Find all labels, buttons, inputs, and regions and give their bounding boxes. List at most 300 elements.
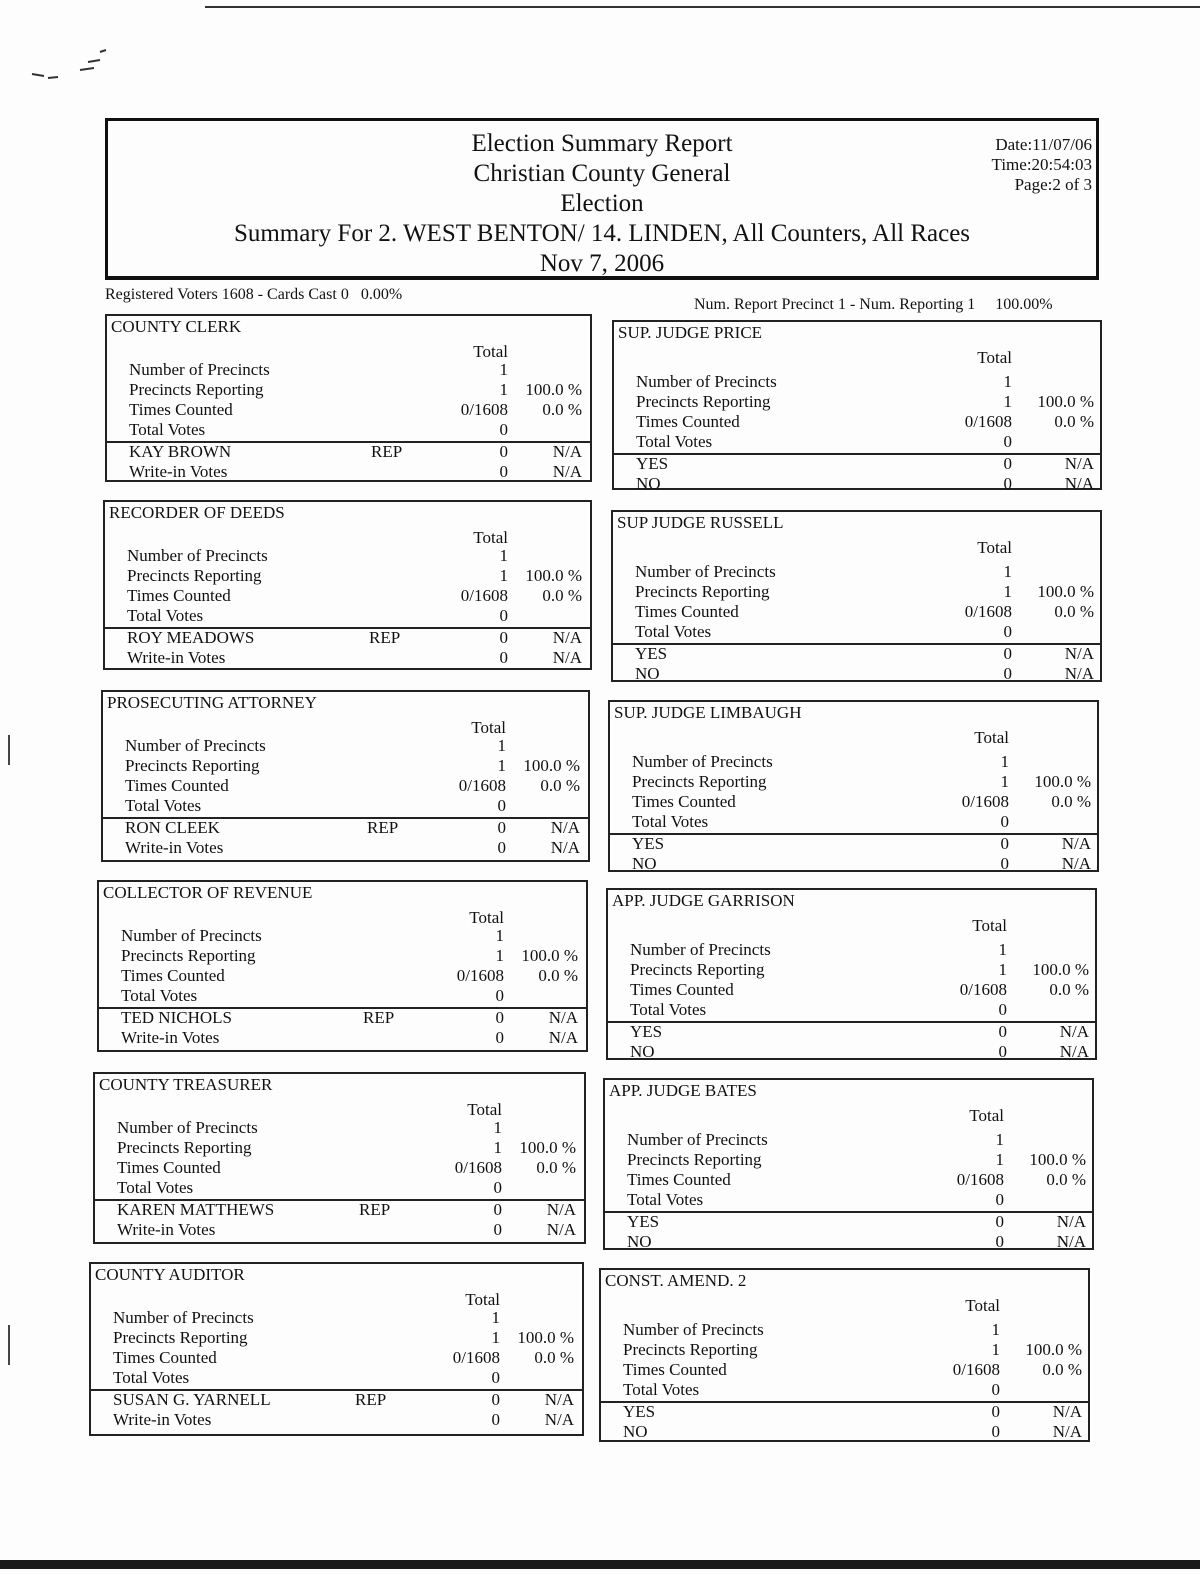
row-value: 0 xyxy=(995,1190,1004,1209)
row-percent: N/A xyxy=(552,628,582,647)
total-header: Total xyxy=(471,718,506,737)
total-votes-row xyxy=(605,1190,1092,1210)
report-date: Date:11/07/06 xyxy=(995,135,1092,154)
row-percent: N/A xyxy=(1059,1022,1089,1041)
row-value: 0/1608 xyxy=(959,980,1007,999)
race-title: SUP. JUDGE PRICE xyxy=(618,323,763,342)
number-of-precincts-row xyxy=(614,372,1100,392)
row-percent: 0.0 % xyxy=(1046,1170,1086,1189)
row-value: 0/1608 xyxy=(454,1158,502,1177)
row-label: NO xyxy=(635,664,660,683)
no-row xyxy=(605,1232,1092,1252)
row-label: Precincts Reporting xyxy=(632,772,767,791)
row-value: 0 xyxy=(998,1000,1007,1019)
num-report: Num. Report Precinct 1 - Num. Reporting 1 100.00% xyxy=(694,296,1053,313)
row-percent: 0.0 % xyxy=(536,1158,576,1177)
row-percent: N/A xyxy=(546,1220,576,1239)
row-label: Total Votes xyxy=(627,1190,704,1209)
row-percent: 0.0 % xyxy=(540,776,580,795)
row-percent: 100.0 % xyxy=(1034,772,1091,791)
report-title-line: Christian County General xyxy=(473,160,731,187)
row-value: 1 xyxy=(493,1138,502,1157)
row-value: 1 xyxy=(991,1340,1000,1359)
row-percent: 100.0 % xyxy=(1037,392,1094,411)
yes-row xyxy=(608,1022,1095,1042)
times-counted-row xyxy=(613,602,1100,622)
precincts-reporting-row xyxy=(91,1328,582,1348)
row-label: Total Votes xyxy=(630,1000,707,1019)
race-box xyxy=(103,500,592,670)
total-votes-row xyxy=(107,420,590,440)
no-row xyxy=(608,1042,1095,1062)
row-value: 0 xyxy=(1000,812,1009,831)
row-label: Total Votes xyxy=(113,1368,190,1387)
candidate-separator xyxy=(614,453,1100,455)
row-label: KAY BROWN xyxy=(129,442,232,461)
total-header: Total xyxy=(473,528,508,547)
number-of-precincts-row xyxy=(610,752,1097,772)
race-title: COUNTY TREASURER xyxy=(99,1075,273,1094)
scan-margin-mark xyxy=(8,1325,10,1365)
row-percent: 100.0 % xyxy=(525,380,582,399)
row-percent: N/A xyxy=(548,1028,578,1047)
precincts-reporting-row xyxy=(613,582,1100,602)
yes-row xyxy=(605,1212,1092,1232)
report-title-line: Election Summary Report xyxy=(471,130,733,157)
row-percent: 100.0 % xyxy=(521,946,578,965)
row-label: YES xyxy=(636,454,669,473)
total-votes-row xyxy=(103,796,588,816)
total-header: Total xyxy=(972,916,1007,935)
no-row xyxy=(610,854,1097,874)
row-label: Precincts Reporting xyxy=(113,1328,248,1347)
row-percent: N/A xyxy=(544,1410,574,1429)
row-label: Times Counted xyxy=(623,1360,727,1379)
times-counted-row xyxy=(103,776,588,796)
times-counted-row xyxy=(608,980,1095,1000)
candidate-separator xyxy=(608,1021,1095,1023)
row-label: Times Counted xyxy=(121,966,225,985)
candidate-row xyxy=(99,1008,586,1028)
no-row xyxy=(613,664,1100,684)
row-percent: N/A xyxy=(546,1200,576,1219)
candidate-separator xyxy=(105,627,590,629)
precincts-reporting-row xyxy=(614,392,1100,412)
row-percent: N/A xyxy=(1061,834,1091,853)
row-percent: N/A xyxy=(1064,474,1094,493)
candidate-row xyxy=(91,1390,582,1410)
row-label: YES xyxy=(632,834,665,853)
row-percent: N/A xyxy=(1064,664,1094,683)
row-value: 1 xyxy=(491,1308,500,1327)
row-value: 0 xyxy=(495,986,504,1005)
total-votes-row xyxy=(91,1368,582,1388)
row-value: 0 xyxy=(1000,834,1009,853)
no-row xyxy=(601,1422,1088,1442)
row-value: 0 xyxy=(497,838,506,857)
race-box xyxy=(603,1078,1094,1250)
row-percent: 0.0 % xyxy=(1049,980,1089,999)
row-value: 0/1608 xyxy=(458,776,506,795)
total-votes-row xyxy=(95,1178,584,1198)
row-label: Number of Precincts xyxy=(129,360,270,379)
times-counted-row xyxy=(95,1158,584,1178)
race-title: SUP JUDGE RUSSELL xyxy=(617,513,784,532)
yes-row xyxy=(610,834,1097,854)
total-header: Total xyxy=(467,1100,502,1119)
row-value: 0 xyxy=(497,818,506,837)
candidate-separator xyxy=(103,817,588,819)
race-title: COUNTY AUDITOR xyxy=(95,1265,245,1284)
row-value: 1 xyxy=(1003,582,1012,601)
number-of-precincts-row xyxy=(103,736,588,756)
row-value: 0 xyxy=(995,1232,1004,1251)
row-label: Precincts Reporting xyxy=(129,380,264,399)
report-time: Time:20:54:03 xyxy=(991,155,1092,174)
row-value: 0 xyxy=(491,1390,500,1409)
row-value: 0 xyxy=(499,606,508,625)
total-header: Total xyxy=(974,728,1009,747)
row-percent: 100.0 % xyxy=(525,566,582,585)
row-label: Times Counted xyxy=(129,400,233,419)
row-label: Write-in Votes xyxy=(129,462,228,481)
row-percent: 100.0 % xyxy=(523,756,580,775)
row-label: Precincts Reporting xyxy=(623,1340,758,1359)
row-label: Precincts Reporting xyxy=(630,960,765,979)
row-value: 0 xyxy=(499,442,508,461)
candidate-separator xyxy=(95,1199,584,1201)
total-header: Total xyxy=(965,1296,1000,1315)
row-label: TED NICHOLS xyxy=(121,1008,232,1027)
row-value: 0 xyxy=(1003,454,1012,473)
row-percent: 0.0 % xyxy=(1054,412,1094,431)
row-label: Precincts Reporting xyxy=(121,946,256,965)
row-label: Number of Precincts xyxy=(635,562,776,581)
row-value: 1 xyxy=(1000,752,1009,771)
row-percent: 100.0 % xyxy=(1037,582,1094,601)
row-percent: N/A xyxy=(548,1008,578,1027)
row-label: Number of Precincts xyxy=(113,1308,254,1327)
times-counted-row xyxy=(601,1360,1088,1380)
candidate-separator xyxy=(107,441,590,443)
row-label: Number of Precincts xyxy=(623,1320,764,1339)
precincts-reporting-row xyxy=(610,772,1097,792)
row-value: 0 xyxy=(998,1042,1007,1061)
row-value: 0 xyxy=(499,628,508,647)
race-title: PROSECUTING ATTORNEY xyxy=(107,693,317,712)
row-value: 1 xyxy=(995,1130,1004,1149)
row-value: 0 xyxy=(497,796,506,815)
race-box xyxy=(89,1262,584,1436)
row-value: 0 xyxy=(495,1028,504,1047)
row-label: Times Counted xyxy=(117,1158,221,1177)
report-header xyxy=(105,118,1099,280)
total-header: Total xyxy=(473,342,508,361)
report-title-line: Summary For 2. WEST BENTON/ 14. LINDEN, All Counters, All Races xyxy=(233,220,971,247)
number-of-precincts-row xyxy=(105,546,590,566)
row-value: 0 xyxy=(991,1402,1000,1421)
party-label: REP xyxy=(369,628,401,647)
row-value: 1 xyxy=(493,1118,502,1137)
total-header: Total xyxy=(969,1106,1004,1125)
row-percent: 0.0 % xyxy=(1051,792,1091,811)
row-label: Total Votes xyxy=(632,812,709,831)
total-header: Total xyxy=(977,348,1012,367)
precincts-reporting-row xyxy=(605,1150,1092,1170)
row-value: 0 xyxy=(493,1200,502,1219)
report-page: Page:2 of 3 xyxy=(1014,175,1092,194)
precincts-reporting-row xyxy=(99,946,586,966)
party-label: REP xyxy=(367,818,399,837)
write-in-row xyxy=(105,648,590,668)
row-label: Write-in Votes xyxy=(117,1220,216,1239)
row-label: Total Votes xyxy=(121,986,198,1005)
write-in-row xyxy=(95,1220,584,1240)
candidate-separator xyxy=(601,1401,1088,1403)
race-title: APP. JUDGE BATES xyxy=(609,1081,757,1100)
times-counted-row xyxy=(614,412,1100,432)
row-percent: 100.0 % xyxy=(1029,1150,1086,1169)
row-label: Precincts Reporting xyxy=(117,1138,252,1157)
report-title-line: Election xyxy=(560,190,644,217)
row-label: Precincts Reporting xyxy=(636,392,771,411)
row-label: KAREN MATTHEWS xyxy=(117,1200,275,1219)
row-value: 0/1608 xyxy=(952,1360,1000,1379)
row-label: Times Counted xyxy=(125,776,229,795)
precincts-reporting-row xyxy=(103,756,588,776)
row-percent: N/A xyxy=(550,818,580,837)
row-label: YES xyxy=(630,1022,663,1041)
row-value: 0 xyxy=(499,648,508,667)
total-header: Total xyxy=(977,538,1012,557)
row-label: Number of Precincts xyxy=(121,926,262,945)
precincts-reporting-row xyxy=(608,960,1095,980)
row-label: YES xyxy=(627,1212,660,1231)
row-percent: 100.0 % xyxy=(519,1138,576,1157)
times-counted-row xyxy=(610,792,1097,812)
row-label: SUSAN G. YARNELL xyxy=(113,1390,271,1409)
row-percent: N/A xyxy=(1059,1042,1089,1061)
row-value: 0 xyxy=(1003,622,1012,641)
race-title: CONST. AMEND. 2 xyxy=(605,1271,747,1290)
total-votes-row xyxy=(601,1380,1088,1400)
number-of-precincts-row xyxy=(107,360,590,380)
row-label: Number of Precincts xyxy=(127,546,268,565)
total-header: Total xyxy=(469,908,504,927)
scan-specks xyxy=(28,40,118,90)
yes-row xyxy=(601,1402,1088,1422)
candidate-row xyxy=(105,628,590,648)
race-title: RECORDER OF DEEDS xyxy=(109,503,285,522)
row-label: RON CLEEK xyxy=(125,818,220,837)
row-percent: N/A xyxy=(1061,854,1091,873)
row-label: Number of Precincts xyxy=(125,736,266,755)
row-label: Total Votes xyxy=(623,1380,700,1399)
row-label: Number of Precincts xyxy=(117,1118,258,1137)
race-title: COLLECTOR OF REVENUE xyxy=(103,883,313,902)
no-row xyxy=(614,474,1100,494)
row-label: NO xyxy=(632,854,657,873)
row-label: Precincts Reporting xyxy=(127,566,262,585)
party-label: REP xyxy=(355,1390,387,1409)
write-in-row xyxy=(91,1410,582,1430)
row-percent: N/A xyxy=(550,838,580,857)
row-percent: 0.0 % xyxy=(538,966,578,985)
row-value: 0 xyxy=(493,1220,502,1239)
row-percent: 100.0 % xyxy=(517,1328,574,1347)
row-label: Number of Precincts xyxy=(627,1130,768,1149)
row-value: 0/1608 xyxy=(964,412,1012,431)
row-percent: 0.0 % xyxy=(542,400,582,419)
row-percent: N/A xyxy=(1052,1402,1082,1421)
row-label: Write-in Votes xyxy=(127,648,226,667)
row-label: Times Counted xyxy=(630,980,734,999)
precincts-reporting-row xyxy=(601,1340,1088,1360)
candidate-separator xyxy=(91,1389,582,1391)
race-box xyxy=(101,690,590,862)
registered-voters: Registered Voters 1608 - Cards Cast 0 0.00% xyxy=(105,286,403,303)
candidate-separator xyxy=(613,643,1100,645)
number-of-precincts-row xyxy=(613,562,1100,582)
row-label: Precincts Reporting xyxy=(125,756,260,775)
row-value: 0 xyxy=(995,1212,1004,1231)
number-of-precincts-row xyxy=(91,1308,582,1328)
row-value: 1 xyxy=(495,946,504,965)
candidate-separator xyxy=(610,833,1097,835)
row-label: Number of Precincts xyxy=(636,372,777,391)
row-label: Times Counted xyxy=(636,412,740,431)
row-value: 0/1608 xyxy=(460,586,508,605)
total-votes-row xyxy=(99,986,586,1006)
row-label: Total Votes xyxy=(117,1178,194,1197)
write-in-row xyxy=(103,838,588,858)
row-value: 1 xyxy=(991,1320,1000,1339)
row-percent: 0.0 % xyxy=(1042,1360,1082,1379)
candidate-row xyxy=(107,442,590,462)
row-label: Number of Precincts xyxy=(630,940,771,959)
candidate-row xyxy=(95,1200,584,1220)
report-title-line: Nov 7, 2006 xyxy=(539,250,665,277)
write-in-row xyxy=(99,1028,586,1048)
row-value: 0 xyxy=(493,1178,502,1197)
row-value: 0 xyxy=(491,1368,500,1387)
row-label: Precincts Reporting xyxy=(635,582,770,601)
times-counted-row xyxy=(605,1170,1092,1190)
race-box xyxy=(611,510,1102,682)
row-label: Total Votes xyxy=(635,622,712,641)
row-value: 0/1608 xyxy=(456,966,504,985)
row-label: NO xyxy=(623,1422,648,1441)
total-header: Total xyxy=(465,1290,500,1309)
scan-margin-mark xyxy=(8,735,10,765)
number-of-precincts-row xyxy=(601,1320,1088,1340)
row-value: 1 xyxy=(1000,772,1009,791)
row-label: YES xyxy=(623,1402,656,1421)
row-label: Times Counted xyxy=(635,602,739,621)
row-percent: N/A xyxy=(1056,1212,1086,1231)
row-percent: 100.0 % xyxy=(1032,960,1089,979)
row-value: 1 xyxy=(499,380,508,399)
row-value: 0 xyxy=(1003,644,1012,663)
row-value: 1 xyxy=(1003,562,1012,581)
row-percent: 0.0 % xyxy=(534,1348,574,1367)
total-votes-row xyxy=(608,1000,1095,1020)
row-value: 1 xyxy=(1003,372,1012,391)
row-value: 0/1608 xyxy=(460,400,508,419)
race-box xyxy=(612,320,1102,493)
race-box xyxy=(608,700,1099,872)
yes-row xyxy=(614,454,1100,474)
scan-bottom-edge xyxy=(0,1560,1200,1569)
row-percent: N/A xyxy=(1064,454,1094,473)
row-value: 1 xyxy=(497,736,506,755)
row-value: 0 xyxy=(499,462,508,481)
report-meta xyxy=(992,135,1092,195)
row-value: 1 xyxy=(499,566,508,585)
row-percent: N/A xyxy=(552,648,582,667)
scan-edge-line xyxy=(205,6,1200,8)
race-box xyxy=(93,1072,586,1244)
row-percent: N/A xyxy=(1052,1422,1082,1441)
row-label: YES xyxy=(635,644,668,663)
row-value: 0 xyxy=(1000,854,1009,873)
number-of-precincts-row xyxy=(95,1118,584,1138)
row-percent: N/A xyxy=(1056,1232,1086,1251)
party-label: REP xyxy=(359,1200,391,1219)
row-value: 0/1608 xyxy=(964,602,1012,621)
row-value: 1 xyxy=(495,926,504,945)
row-value: 0 xyxy=(991,1422,1000,1441)
row-percent: 100.0 % xyxy=(1025,1340,1082,1359)
row-label: Precincts Reporting xyxy=(627,1150,762,1169)
precincts-reporting-row xyxy=(107,380,590,400)
row-value: 0/1608 xyxy=(961,792,1009,811)
yes-row xyxy=(613,644,1100,664)
precincts-reporting-row xyxy=(105,566,590,586)
row-label: Write-in Votes xyxy=(113,1410,212,1429)
times-counted-row xyxy=(99,966,586,986)
race-box xyxy=(606,888,1097,1060)
race-box xyxy=(599,1268,1090,1442)
row-value: 0 xyxy=(499,420,508,439)
row-percent: N/A xyxy=(1064,644,1094,663)
report-title xyxy=(108,129,1096,279)
row-label: NO xyxy=(636,474,661,493)
row-label: Total Votes xyxy=(125,796,202,815)
candidate-row xyxy=(103,818,588,838)
row-value: 0 xyxy=(998,1022,1007,1041)
row-percent: N/A xyxy=(552,462,582,481)
row-value: 1 xyxy=(499,546,508,565)
total-votes-row xyxy=(613,622,1100,642)
row-label: Write-in Votes xyxy=(121,1028,220,1047)
row-label: Times Counted xyxy=(113,1348,217,1367)
row-label: ROY MEADOWS xyxy=(127,628,255,647)
times-counted-row xyxy=(91,1348,582,1368)
party-label: REP xyxy=(363,1008,395,1027)
row-label: Total Votes xyxy=(636,432,713,451)
row-percent: N/A xyxy=(544,1390,574,1409)
row-label: Times Counted xyxy=(632,792,736,811)
row-percent: 0.0 % xyxy=(1054,602,1094,621)
race-title: COUNTY CLERK xyxy=(111,317,242,336)
row-label: Total Votes xyxy=(127,606,204,625)
row-value: 0 xyxy=(991,1380,1000,1399)
race-title: APP. JUDGE GARRISON xyxy=(612,891,795,910)
row-value: 1 xyxy=(995,1150,1004,1169)
row-value: 1 xyxy=(499,360,508,379)
row-value: 0 xyxy=(1003,664,1012,683)
